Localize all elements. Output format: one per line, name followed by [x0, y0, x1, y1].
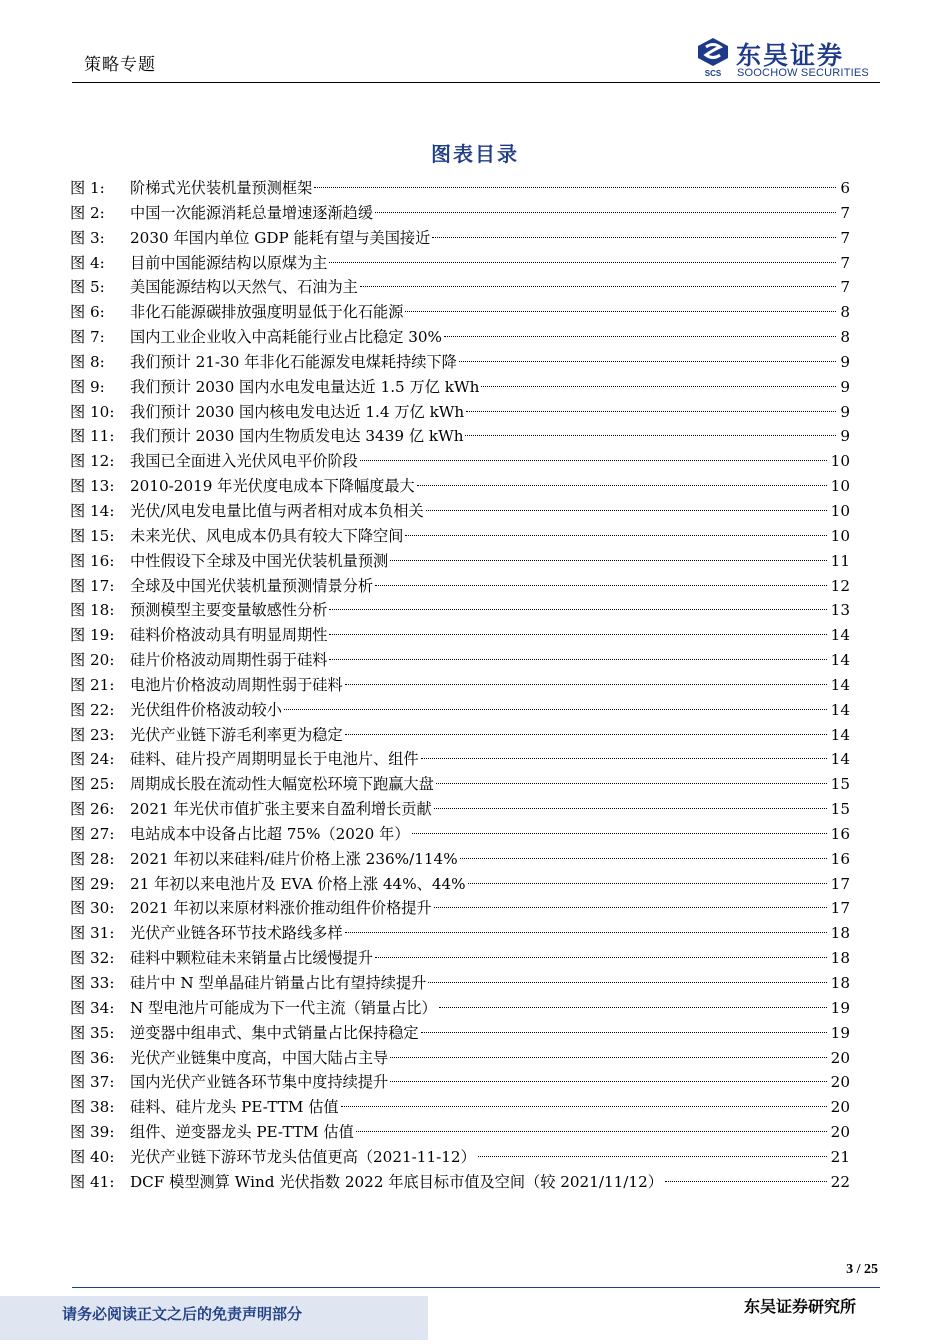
toc-entry-label: 图 41:	[70, 1172, 115, 1191]
toc-entry-title: 光伏产业链集中度高，中国大陆占主导	[130, 1048, 389, 1067]
toc-entry-page: 10	[830, 526, 850, 545]
toc-entry-title: 光伏/风电发电量比值与两者相对成本负相关	[130, 501, 424, 520]
toc-entry-title: 周期成长股在流动性大幅宽松环境下跑赢大盘	[130, 775, 434, 794]
toc-entry[interactable]	[70, 375, 850, 400]
toc-entry-page: 7	[840, 278, 850, 297]
toc-entry-label: 图 12:	[70, 452, 115, 471]
toc-entry-label: 图 36:	[70, 1048, 115, 1067]
svg-text:SCS: SCS	[704, 69, 722, 78]
toc-entry-title: 美国能源结构以天然气、石油为主	[130, 278, 358, 297]
toc-entry-page: 14	[830, 700, 850, 719]
toc-entry[interactable]	[70, 449, 850, 474]
toc-entry-label: 图 28:	[70, 849, 115, 868]
toc-entry-page: 8	[840, 328, 850, 347]
toc-entry-page: 7	[840, 228, 850, 247]
toc-entry-leader	[390, 1057, 826, 1058]
toc-entry-title: 光伏产业链各环节技术路线多样	[130, 924, 343, 943]
toc-entry-page: 14	[830, 725, 850, 744]
toc-entry-label: 图 31:	[70, 924, 115, 943]
toc-entry[interactable]	[70, 400, 850, 425]
toc-entry-page: 18	[830, 949, 850, 968]
toc-entry-label: 图 7:	[70, 328, 105, 347]
toc-entry-leader	[468, 883, 827, 884]
toc-entry[interactable]	[70, 1021, 850, 1046]
toc-entry-label: 图 1:	[70, 179, 105, 197]
toc-entry-title: 未来光伏、风电成本仍具有较大下降空间	[130, 526, 404, 545]
toc-entry-page: 15	[830, 800, 850, 819]
toc-entry-leader	[329, 609, 826, 610]
toc-entry-title: 2030 年国内单位 GDP 能耗有望与美国接近	[130, 228, 431, 247]
toc-entry-page: 19	[830, 998, 850, 1017]
toc-entry-page: 10	[830, 501, 850, 520]
toc-entry-leader	[412, 833, 827, 834]
soochow-logo-icon	[694, 36, 732, 78]
toc-entry-title: 硅片中 N 型单晶硅片销量占比有望持续提升	[130, 974, 427, 992]
toc-entry-page: 21	[830, 1147, 850, 1166]
toc-entry-page: 17	[830, 899, 850, 918]
toc-entry-label: 图 6:	[70, 303, 105, 322]
toc-entry-title: 中性假设下全球及中国光伏装机量预测	[130, 551, 389, 570]
toc-entry[interactable]	[70, 474, 850, 499]
toc-entry-leader	[460, 858, 827, 859]
toc-entry-page: 20	[830, 1098, 850, 1117]
toc-entry-label: 图 8:	[70, 352, 105, 371]
toc-entry-label: 图 38:	[70, 1098, 115, 1117]
toc-entry[interactable]	[70, 325, 850, 350]
toc-entry-label: 图 21:	[70, 675, 115, 694]
toc-entry-leader	[390, 1081, 826, 1082]
toc-entry-page: 7	[840, 203, 850, 222]
toc-entry-page: 6	[840, 179, 850, 197]
toc-entry-page: 12	[830, 576, 850, 595]
toc-entry-title: 组件、逆变器龙头 PE-TTM 估值	[130, 1123, 354, 1142]
toc-entry-leader	[432, 237, 836, 238]
toc-entry-label: 图 11:	[70, 427, 115, 446]
toc-entry-label: 图 18:	[70, 601, 115, 620]
toc-entry[interactable]	[70, 896, 850, 921]
toc-entry[interactable]	[70, 723, 850, 748]
toc-entry-title: N 型电池片可能成为下一代主流（销量占比）	[130, 998, 437, 1017]
toc-entry-page: 18	[830, 974, 850, 992]
toc-entry-leader	[465, 435, 836, 436]
toc-entry-label: 图 22:	[70, 700, 115, 719]
toc-entry-page: 9	[840, 402, 850, 421]
toc-title: 图表目录	[431, 142, 519, 166]
toc-entry-label: 图 3:	[70, 228, 105, 247]
toc-entry-label: 图 14:	[70, 501, 115, 520]
toc-entry-page: 14	[830, 626, 850, 645]
toc-entry-page: 10	[830, 477, 850, 496]
toc-entry-title: 阶梯式光伏装机量预测框架	[130, 179, 313, 197]
toc-entry-leader	[341, 1106, 827, 1107]
toc-entry[interactable]	[70, 300, 850, 325]
toc-entry-page: 20	[830, 1123, 850, 1142]
toc-entry-leader	[345, 684, 827, 685]
toc-entry-title: 国内光伏产业链各环节集中度持续提升	[130, 1073, 389, 1092]
toc-entry-leader	[360, 286, 837, 287]
toc-entry-label: 图 29:	[70, 874, 115, 893]
table-of-figures	[70, 176, 850, 1195]
toc-entry-page: 13	[830, 601, 850, 620]
toc-entry[interactable]	[70, 847, 850, 872]
toc-entry[interactable]	[70, 1145, 850, 1170]
toc-entry[interactable]	[70, 872, 850, 897]
toc-entry[interactable]	[70, 971, 850, 996]
disclaimer-note: 请务必阅读正文之后的免责声明部分	[62, 1305, 303, 1323]
toc-entry-leader	[421, 758, 827, 759]
toc-entry-label: 图 24:	[70, 750, 115, 769]
toc-entry-page: 14	[830, 675, 850, 694]
toc-entry-page: 9	[840, 352, 850, 371]
toc-entry-title: 硅料中颗粒硅未来销量占比缓慢提升	[130, 949, 373, 968]
toc-entry[interactable]	[70, 772, 850, 797]
toc-entry-label: 图 5:	[70, 278, 105, 297]
brand-name-en: SOOCHOW SECURITIES	[737, 67, 869, 79]
toc-entry[interactable]	[70, 1095, 850, 1120]
toc-entry[interactable]	[70, 673, 850, 698]
toc-entry[interactable]	[70, 201, 850, 226]
toc-entry-title: 硅料、硅片龙头 PE-TTM 估值	[130, 1098, 339, 1117]
toc-entry-title: 全球及中国光伏装机量预测情景分析	[130, 576, 373, 595]
toc-entry[interactable]	[70, 1046, 850, 1071]
toc-entry[interactable]	[70, 350, 850, 375]
toc-entry-leader	[405, 535, 826, 536]
toc-entry-leader	[360, 460, 827, 461]
toc-entry-label: 图 9:	[70, 377, 105, 396]
toc-entry-title: 光伏产业链下游毛利率更为稳定	[130, 725, 343, 744]
toc-entry-title: 电池片价格波动周期性弱于硅料	[130, 675, 343, 694]
toc-entry-label: 图 13:	[70, 477, 115, 496]
toc-entry[interactable]	[70, 574, 850, 599]
toc-entry-leader	[345, 734, 827, 735]
toc-entry-label: 图 37:	[70, 1073, 115, 1092]
toc-entry-title: 2021 年初以来原材料涨价推动组件价格提升	[130, 899, 432, 918]
toc-entry-title: 我们预计 2030 国内生物质发电达 3439 亿 kWh	[130, 427, 464, 446]
toc-entry-title: 硅料、硅片投产周期明显长于电池片、组件	[130, 750, 419, 769]
toc-entry-title: 电站成本中设备占比超 75%（2020 年）	[130, 824, 410, 843]
toc-entry-label: 图 2:	[70, 203, 105, 222]
toc-entry[interactable]	[70, 1070, 850, 1095]
toc-entry-page: 15	[830, 775, 850, 794]
toc-entry[interactable]	[70, 524, 850, 549]
toc-entry-title: 我们预计 2030 国内水电发电量达近 1.5 万亿 kWh	[130, 377, 480, 396]
toc-entry-label: 图 26:	[70, 800, 115, 819]
toc-entry-label: 图 30:	[70, 899, 115, 918]
toc-entry-label: 图 35:	[70, 1023, 115, 1042]
toc-entry-leader	[459, 361, 837, 362]
toc-entry-page: 9	[840, 377, 850, 396]
research-institute: 东吴证券研究所	[743, 1297, 856, 1316]
toc-entry-leader	[375, 957, 827, 958]
toc-entry[interactable]	[70, 549, 850, 574]
toc-entry[interactable]	[70, 1120, 850, 1145]
toc-entry-leader	[405, 311, 836, 312]
toc-entry-leader	[439, 1007, 827, 1008]
toc-entry-title: 逆变器中组串式、集中式销量占比保持稳定	[130, 1023, 419, 1042]
toc-entry-page: 20	[830, 1048, 850, 1067]
toc-entry[interactable]	[70, 996, 850, 1021]
header-divider	[72, 82, 880, 83]
toc-entry-label: 图 23:	[70, 725, 115, 744]
toc-entry-label: 图 25:	[70, 775, 115, 794]
report-category: 策略专题	[84, 55, 156, 75]
toc-entry-title: 光伏产业链下游环节龙头估值更高（2021-11-12）	[130, 1147, 476, 1166]
toc-entry[interactable]	[70, 797, 850, 822]
toc-entry-page: 10	[830, 452, 850, 471]
toc-entry[interactable]	[70, 747, 850, 772]
toc-entry-leader	[417, 485, 827, 486]
toc-entry-title: 21 年初以来电池片及 EVA 价格上涨 44%、44%	[130, 874, 466, 893]
toc-entry-title: 非化石能源碳排放强度明显低于化石能源	[130, 303, 404, 322]
toc-entry-title: DCF 模型测算 Wind 光伏指数 2022 年底目标市值及空间（较 2021/11/12）	[130, 1172, 663, 1191]
toc-entry-label: 图 40:	[70, 1147, 115, 1166]
toc-entry[interactable]	[70, 946, 850, 971]
toc-entry-leader	[284, 709, 827, 710]
toc-entry-title: 2021 年光伏市值扩张主要来自盈利增长贡献	[130, 800, 432, 819]
toc-entry-page: 16	[830, 824, 850, 843]
toc-entry-page: 22	[830, 1172, 850, 1191]
toc-entry-leader	[428, 982, 826, 983]
toc-entry-title: 中国一次能源消耗总量增速逐渐趋缓	[130, 203, 373, 222]
toc-entry-page: 9	[840, 427, 850, 446]
toc-entry[interactable]	[70, 275, 850, 300]
toc-entry-page: 7	[840, 253, 850, 272]
toc-entry-leader	[426, 510, 827, 511]
brand-name-cn: 东吴证券	[736, 41, 845, 70]
toc-entry-page: 16	[830, 849, 850, 868]
toc-entry-page: 11	[830, 551, 850, 570]
toc-entry[interactable]	[70, 698, 850, 723]
toc-entry[interactable]	[70, 424, 850, 449]
toc-entry-page: 20	[830, 1073, 850, 1092]
toc-entry-leader	[314, 187, 836, 188]
toc-entry-leader	[436, 783, 827, 784]
toc-entry-label: 图 19:	[70, 626, 115, 645]
toc-entry-label: 图 4:	[70, 253, 105, 272]
toc-entry[interactable]	[70, 648, 850, 673]
toc-entry-title: 2010-2019 年光伏度电成本下降幅度最大	[130, 477, 415, 496]
toc-entry-page: 14	[830, 750, 850, 769]
brand-logo	[694, 36, 884, 84]
toc-entry-leader	[329, 262, 836, 263]
toc-entry-leader	[356, 1131, 827, 1132]
toc-entry-title: 2021 年初以来硅料/硅片价格上涨 236%/114%	[130, 849, 458, 868]
toc-entry[interactable]	[70, 226, 850, 251]
toc-entry[interactable]	[70, 822, 850, 847]
toc-entry-page: 17	[830, 874, 850, 893]
toc-entry-leader	[444, 336, 836, 337]
toc-entry-label: 图 20:	[70, 651, 115, 670]
toc-entry-leader	[481, 386, 836, 387]
toc-entry-title: 预测模型主要变量敏感性分析	[130, 601, 328, 620]
toc-entry-label: 图 10:	[70, 402, 115, 421]
toc-entry-label: 图 39:	[70, 1123, 115, 1142]
toc-entry-leader	[466, 411, 836, 412]
toc-entry-title: 硅料价格波动具有明显周期性	[130, 626, 328, 645]
toc-entry-title: 目前中国能源结构以原煤为主	[130, 253, 328, 272]
toc-entry[interactable]	[70, 251, 850, 276]
toc-entry[interactable]	[70, 1170, 850, 1195]
toc-entry-title: 国内工业企业收入中高耗能行业占比稳定 30%	[130, 328, 442, 347]
footer-divider	[72, 1287, 880, 1288]
toc-entry-title: 光伏组件价格波动较小	[130, 700, 282, 719]
toc-entry-leader	[375, 212, 836, 213]
toc-entry-title: 我国已全面进入光伏风电平价阶段	[130, 452, 358, 471]
toc-entry-page: 14	[830, 651, 850, 670]
toc-entry-label: 图 16:	[70, 551, 115, 570]
toc-entry-label: 图 33:	[70, 974, 115, 992]
toc-entry[interactable]	[70, 176, 850, 201]
toc-entry-leader	[329, 659, 826, 660]
toc-entry[interactable]	[70, 921, 850, 946]
toc-entry-label: 图 32:	[70, 949, 115, 968]
toc-entry-leader	[665, 1181, 827, 1182]
toc-entry-leader	[329, 634, 826, 635]
toc-entry-leader	[421, 1032, 827, 1033]
toc-entry-leader	[375, 585, 827, 586]
toc-entry[interactable]	[70, 598, 850, 623]
toc-entry-page: 8	[840, 303, 850, 322]
toc-entry-leader	[390, 560, 826, 561]
toc-entry-leader	[434, 808, 827, 809]
toc-entry-leader	[345, 932, 827, 933]
toc-entry[interactable]	[70, 499, 850, 524]
toc-entry-leader	[478, 1156, 827, 1157]
toc-entry-label: 图 34:	[70, 998, 115, 1017]
toc-entry-label: 图 15:	[70, 526, 115, 545]
page-number: 3 / 25	[846, 1262, 878, 1277]
toc-entry-title: 硅片价格波动周期性弱于硅料	[130, 651, 328, 670]
toc-entry-title: 我们预计 21-30 年非化石能源发电煤耗持续下降	[130, 352, 457, 371]
toc-entry-page: 19	[830, 1023, 850, 1042]
toc-entry-label: 图 17:	[70, 576, 115, 595]
toc-entry[interactable]	[70, 623, 850, 648]
toc-entry-title: 我们预计 2030 国内核电发电达近 1.4 万亿 kWh	[130, 402, 465, 421]
toc-entry-page: 18	[830, 924, 850, 943]
toc-entry-leader	[434, 907, 827, 908]
toc-entry-label: 图 27:	[70, 824, 115, 843]
